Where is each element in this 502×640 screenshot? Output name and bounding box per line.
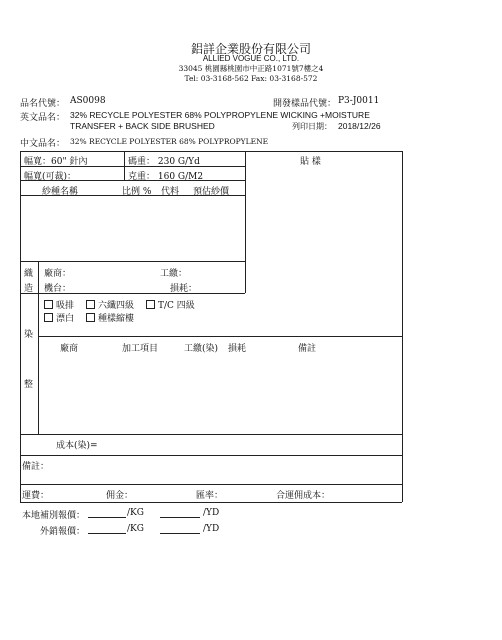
weaving-machine-label: 機台： [44,284,72,294]
en-name-line1: 32% RECYCLE POLYESTER 68% POLYPROPYLENE WICKING +MOISTURE [70,110,370,120]
dyeing-side-label-2: 整 [24,380,34,390]
en-name-line2: TRANSFER + BACK SIDE BRUSHED [70,121,215,131]
domestic-price-label: 本地補別報價： [22,511,86,521]
weaving-vendor-label: 廠商： [44,269,72,279]
checkbox-icon [44,300,53,309]
domestic-yd-unit: /YD [203,508,220,518]
yarn-col-name: 紗種名稱 [42,187,79,197]
width-label: 幅寬：60" 針內 [24,157,88,167]
yarn-col-ratio: 比例 % [122,187,152,197]
weaving-labor-label: 工繳： [160,269,188,279]
checkbox-icon [86,313,95,322]
remarks-label: 備註： [22,462,50,472]
checkbox-icon [146,300,155,309]
checkbox-icon [86,300,95,309]
item-no-value: AS0098 [70,96,106,106]
dye-option-shrink[interactable]: 種樣縮樓 [86,311,134,324]
dye-cost-label: 成本(染)= [56,441,98,451]
domestic-kg-field[interactable] [88,508,126,518]
dev-code-label: 開發樣品代號： [273,99,337,109]
dye-col-note: 備註 [298,344,317,354]
company-name-en: ALLIED VOGUE CO., LTD. [202,54,300,63]
checkbox-icon [44,313,53,322]
dev-code-value: P3-J0011 [338,96,380,106]
dye-col-vendor: 廠商 [60,344,79,354]
item-no-label: 品名代號： [20,99,66,109]
weight-label: 碼重： 230 G/Yd [128,157,200,167]
export-yd-field[interactable] [160,524,200,534]
en-name-label: 英文品名： [20,113,66,123]
export-price-label: 外銷報價： [40,527,86,537]
weaving-side-label-1: 織 [24,269,34,279]
freight-label: 運費： [22,491,50,501]
exchange-label: 匯率： [196,491,224,501]
company-phone-fax: Tel: 03-3168-562 Fax: 03-3168-572 [184,74,318,83]
weaving-loss-label: 損耗： [170,284,198,294]
company-name-cn: 鋁詳企業股份有限公司 [190,42,311,56]
yarn-col-price: 預估紗價 [193,187,230,197]
total-cost-label: 合運佣成本： [276,491,331,501]
company-address: 33045 桃園縣桃園市中正路1071號7樓之4 [178,64,324,73]
weaving-side-label-2: 造 [24,284,34,294]
export-kg-unit: /KG [127,524,144,534]
domestic-kg-unit: /KG [127,508,144,518]
sample-label: 貼 樣 [300,157,321,167]
dye-col-labor: 工繳(染) [184,344,219,354]
cn-name-label: 中文品名： [20,139,66,149]
dye-option-tc[interactable]: T/C 四級 [146,298,195,311]
dye-col-process: 加工項目 [122,344,159,354]
gsm-label: 克重： 160 G/M2 [128,172,204,182]
width2-label: 幅寬(可裁)： [24,172,77,182]
export-yd-unit: /YD [203,524,220,534]
dye-option-bleach[interactable]: 漂白 [44,311,74,324]
dyeing-side-label-1: 染 [24,330,34,340]
dye-option-wicking[interactable]: 吸排 [44,298,74,311]
export-kg-field[interactable] [88,524,126,534]
yarn-col-material: 代料 [161,187,180,197]
dye-col-loss: 損耗 [228,344,247,354]
print-date-value: 2018/12/26 [338,121,381,131]
domestic-yd-field[interactable] [160,508,200,518]
print-date-label: 列印日期： [292,122,332,131]
commission-label: 佣金： [106,491,134,501]
cn-name-value: 32% RECYCLE POLYESTER 68% POLYPROPYLENE [70,137,269,146]
dye-option-six-fiber[interactable]: 六纖四級 [86,298,134,311]
